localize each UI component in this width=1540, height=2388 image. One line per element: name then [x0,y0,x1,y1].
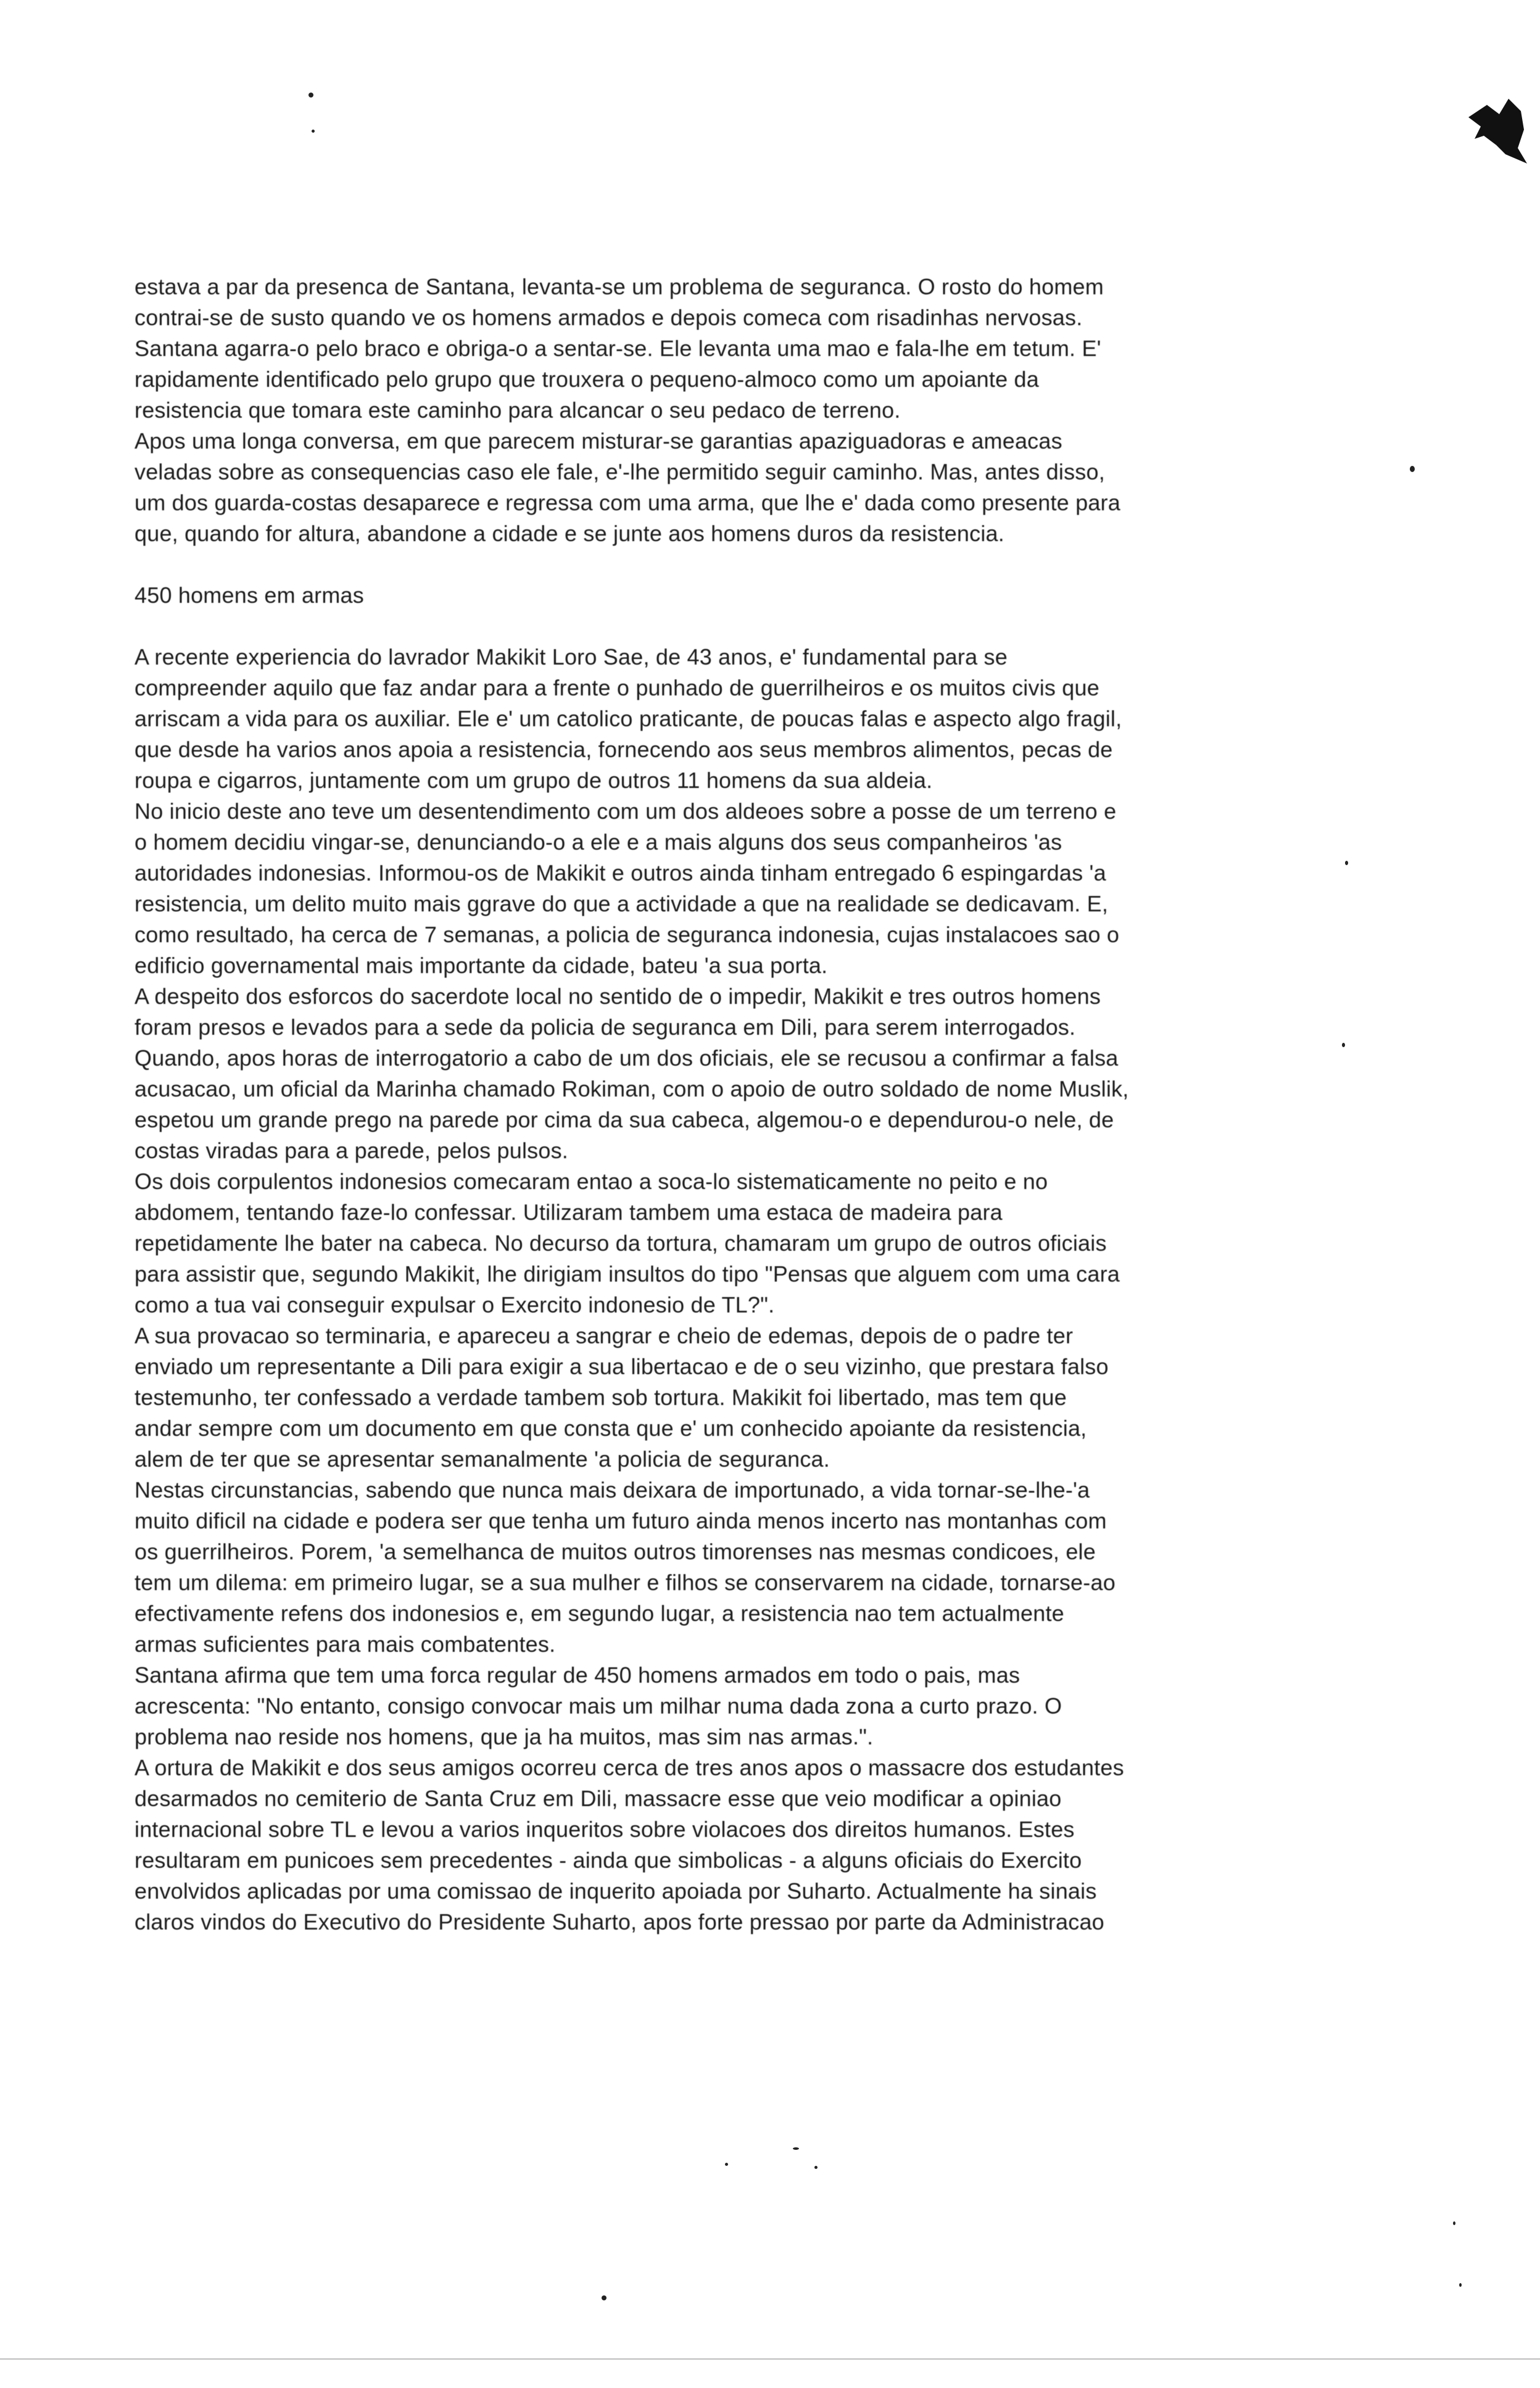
text-line: Nestas circunstancias, sabendo que nunca mais deixara de importunado, a vida tornar-se-lhe-'a [135,1477,1090,1503]
scan-speck [814,2166,818,2169]
scan-speck [1410,466,1415,472]
scan-speck [1453,2221,1455,2225]
text-line: Apos uma longa conversa, em que parecem misturar-se garantias apaziguadoras e ameacas [135,428,1062,454]
text-line: rapidamente identificado pelo grupo que trouxera o pequeno-almoco como um apoiante da [135,367,1039,392]
text-line: foram presos e levados para a sede da policia de seguranca em Dili, para serem interrogados. [135,1014,1076,1040]
scan-speck [312,130,315,133]
text-line: veladas sobre as consequencias caso ele fale, e'-lhe permitido seguir caminho. Mas, antes disso, [135,459,1105,484]
paragraph-2 [135,642,1264,1938]
text-line: repetidamente lhe bater na cabeca. No decurso da tortura, chamaram um grupo de outros oficiais [135,1230,1107,1256]
text-line: resistencia, um delito muito mais ggrave do que a actividade a que na realidade se dedicavam. E, [135,891,1109,916]
scan-speck [1345,861,1348,865]
text-line: Os dois corpulentos indonesios comecaram entao a soca-lo sistematicamente no peito e no [135,1169,1048,1194]
text-line: um dos guarda-costas desaparece e regressa com uma arma, que lhe e' dada como presente para [135,490,1120,515]
text-line: desarmados no cemiterio de Santa Cruz em Dili, massacre esse que veio modificar a opiniao [135,1786,1062,1811]
scan-speck [725,2163,728,2166]
text-line: internacional sobre TL e levou a varios inqueritos sobre violacoes dos direitos humanos. Estes [135,1817,1075,1842]
text-line: alem de ter que se apresentar semanalmente 'a policia de seguranca. [135,1446,830,1472]
text-line: A despeito dos esforcos do sacerdote local no sentido de o impedir, Makikit e tres outros homens [135,984,1101,1009]
section-heading: 450 homens em armas [135,582,364,608]
scan-speck [793,2147,799,2150]
text-line: muito dificil na cidade e podera ser que tenha um futuro ainda menos incerto nas montanhas com [135,1508,1107,1533]
scan-speck [602,2295,606,2300]
text-line: resultaram em punicoes sem precedentes - ainda que simbolicas - a alguns oficiais do Exercito [135,1847,1082,1873]
text-line: Quando, apos horas de interrogatorio a cabo de um dos oficiais, ele se recusou a confirmar a falsa [135,1045,1119,1071]
text-line: autoridades indonesias. Informou-os de Makikit e outros ainda tinham entregado 6 espingardas 'a [135,860,1106,885]
text-line: os guerrilheiros. Porem, 'a semelhanca de muitos outros timorenses nas mesmas condicoes, ele [135,1539,1096,1564]
text-line: roupa e cigarros, juntamente com um grupo de outros 11 homens da sua aldeia. [135,768,933,793]
text-line: problema nao reside nos homens, que ja ha muitos, mas sim nas armas.". [135,1724,874,1749]
text-line: edificio governamental mais importante da cidade, bateu 'a sua porta. [135,953,828,978]
text-line: Santana agarra-o pelo braco e obriga-o a sentar-se. Ele levanta uma mao e fala-lhe em tetum. E' [135,336,1101,361]
text-line: resistencia que tomara este caminho para alcancar o seu pedaco de terreno. [135,397,901,423]
text-line: abdomem, tentando faze-lo confessar. Utilizaram tambem uma estaca de madeira para [135,1200,1003,1225]
text-line: tem um dilema: em primeiro lugar, se a sua mulher e filhos se conservarem na cidade, tornarse-ao [135,1570,1116,1595]
text-line: A recente experiencia do lavrador Makikit Loro Sae, de 43 anos, e' fundamental para se [135,644,1008,670]
text-line: para assistir que, segundo Makikit, lhe dirigiam insultos do tipo "Pensas que alguem com uma cara [135,1261,1120,1287]
scan-edge-line [0,2358,1540,2360]
text-line: o homem decidiu vingar-se, denunciando-o a ele e a mais alguns dos seus companheiros 'as [135,829,1062,855]
text-line: como resultado, ha cerca de 7 semanas, a policia de seguranca indonesia, cujas instalacoes sao o [135,922,1120,947]
text-line: efectivamente refens dos indonesios e, em segundo lugar, a resistencia nao tem actualmente [135,1601,1064,1626]
text-line: contrai-se de susto quando ve os homens armados e depois comeca com risadinhas nervosas. [135,305,1083,330]
scan-speck [1342,1043,1345,1047]
text-line: Santana afirma que tem uma forca regular de 450 homens armados em todo o pais, mas [135,1662,1020,1688]
scan-speck [1459,2283,1462,2287]
text-line: arriscam a vida para os auxiliar. Ele e' um catolico praticante, de poucas falas e aspecto algo fragil, [135,706,1122,731]
scan-speck [308,93,313,97]
text-line: enviado um representante a Dili para exigir a sua libertacao e de o seu vizinho, que prestara falso [135,1354,1109,1379]
text-line: acusacao, um oficial da Marinha chamado Rokiman, com o apoio de outro soldado de nome Muslik, [135,1076,1129,1101]
text-line: acrescenta: "No entanto, consigo convocar mais um milhar numa dada zona a curto prazo. O [135,1693,1062,1718]
text-line: envolvidos aplicadas por uma comissao de inquerito apoiada por Suharto. Actualmente ha sinais [135,1878,1097,1904]
text-line: A ortura de Makikit e dos seus amigos ocorreu cerca de tres anos apos o massacre dos estudantes [135,1755,1124,1780]
ink-blot [1462,93,1530,167]
text-line: que, quando for altura, abandone a cidade e se junte aos homens duros da resistencia. [135,521,1004,546]
text-line: andar sempre com um documento em que consta que e' um conhecido apoiante da resistencia, [135,1416,1087,1441]
article-body [135,272,1264,1938]
text-line: A sua provacao so terminaria, e apareceu a sangrar e cheio de edemas, depois de o padre ter [135,1323,1074,1348]
text-line: compreender aquilo que faz andar para a frente o punhado de guerrilheiros e os muitos civis que [135,675,1099,700]
text-line: estava a par da presenca de Santana, levanta-se um problema de seguranca. O rosto do homem [135,274,1104,299]
text-line: espetou um grande prego na parede por cima da sua cabeca, algemou-o e dependurou-o nele, de [135,1107,1114,1132]
text-line: claros vindos do Executivo do Presidente Suharto, apos forte pressao por parte da Administracao [135,1909,1104,1934]
paragraph-1 [135,272,1264,549]
text-line: armas suficientes para mais combatentes. [135,1631,556,1657]
text-line: costas viradas para a parede, pelos pulsos. [135,1138,569,1163]
text-line: como a tua vai conseguir expulsar o Exercito indonesio de TL?". [135,1292,775,1317]
text-line: No inicio deste ano teve um desentendimento com um dos aldeoes sobre a posse de um terreno e [135,798,1117,824]
text-line: testemunho, ter confessado a verdade tambem sob tortura. Makikit foi libertado, mas tem que [135,1385,1067,1410]
text-line: que desde ha varios anos apoia a resistencia, fornecendo aos seus membros alimentos, pecas de [135,737,1113,762]
